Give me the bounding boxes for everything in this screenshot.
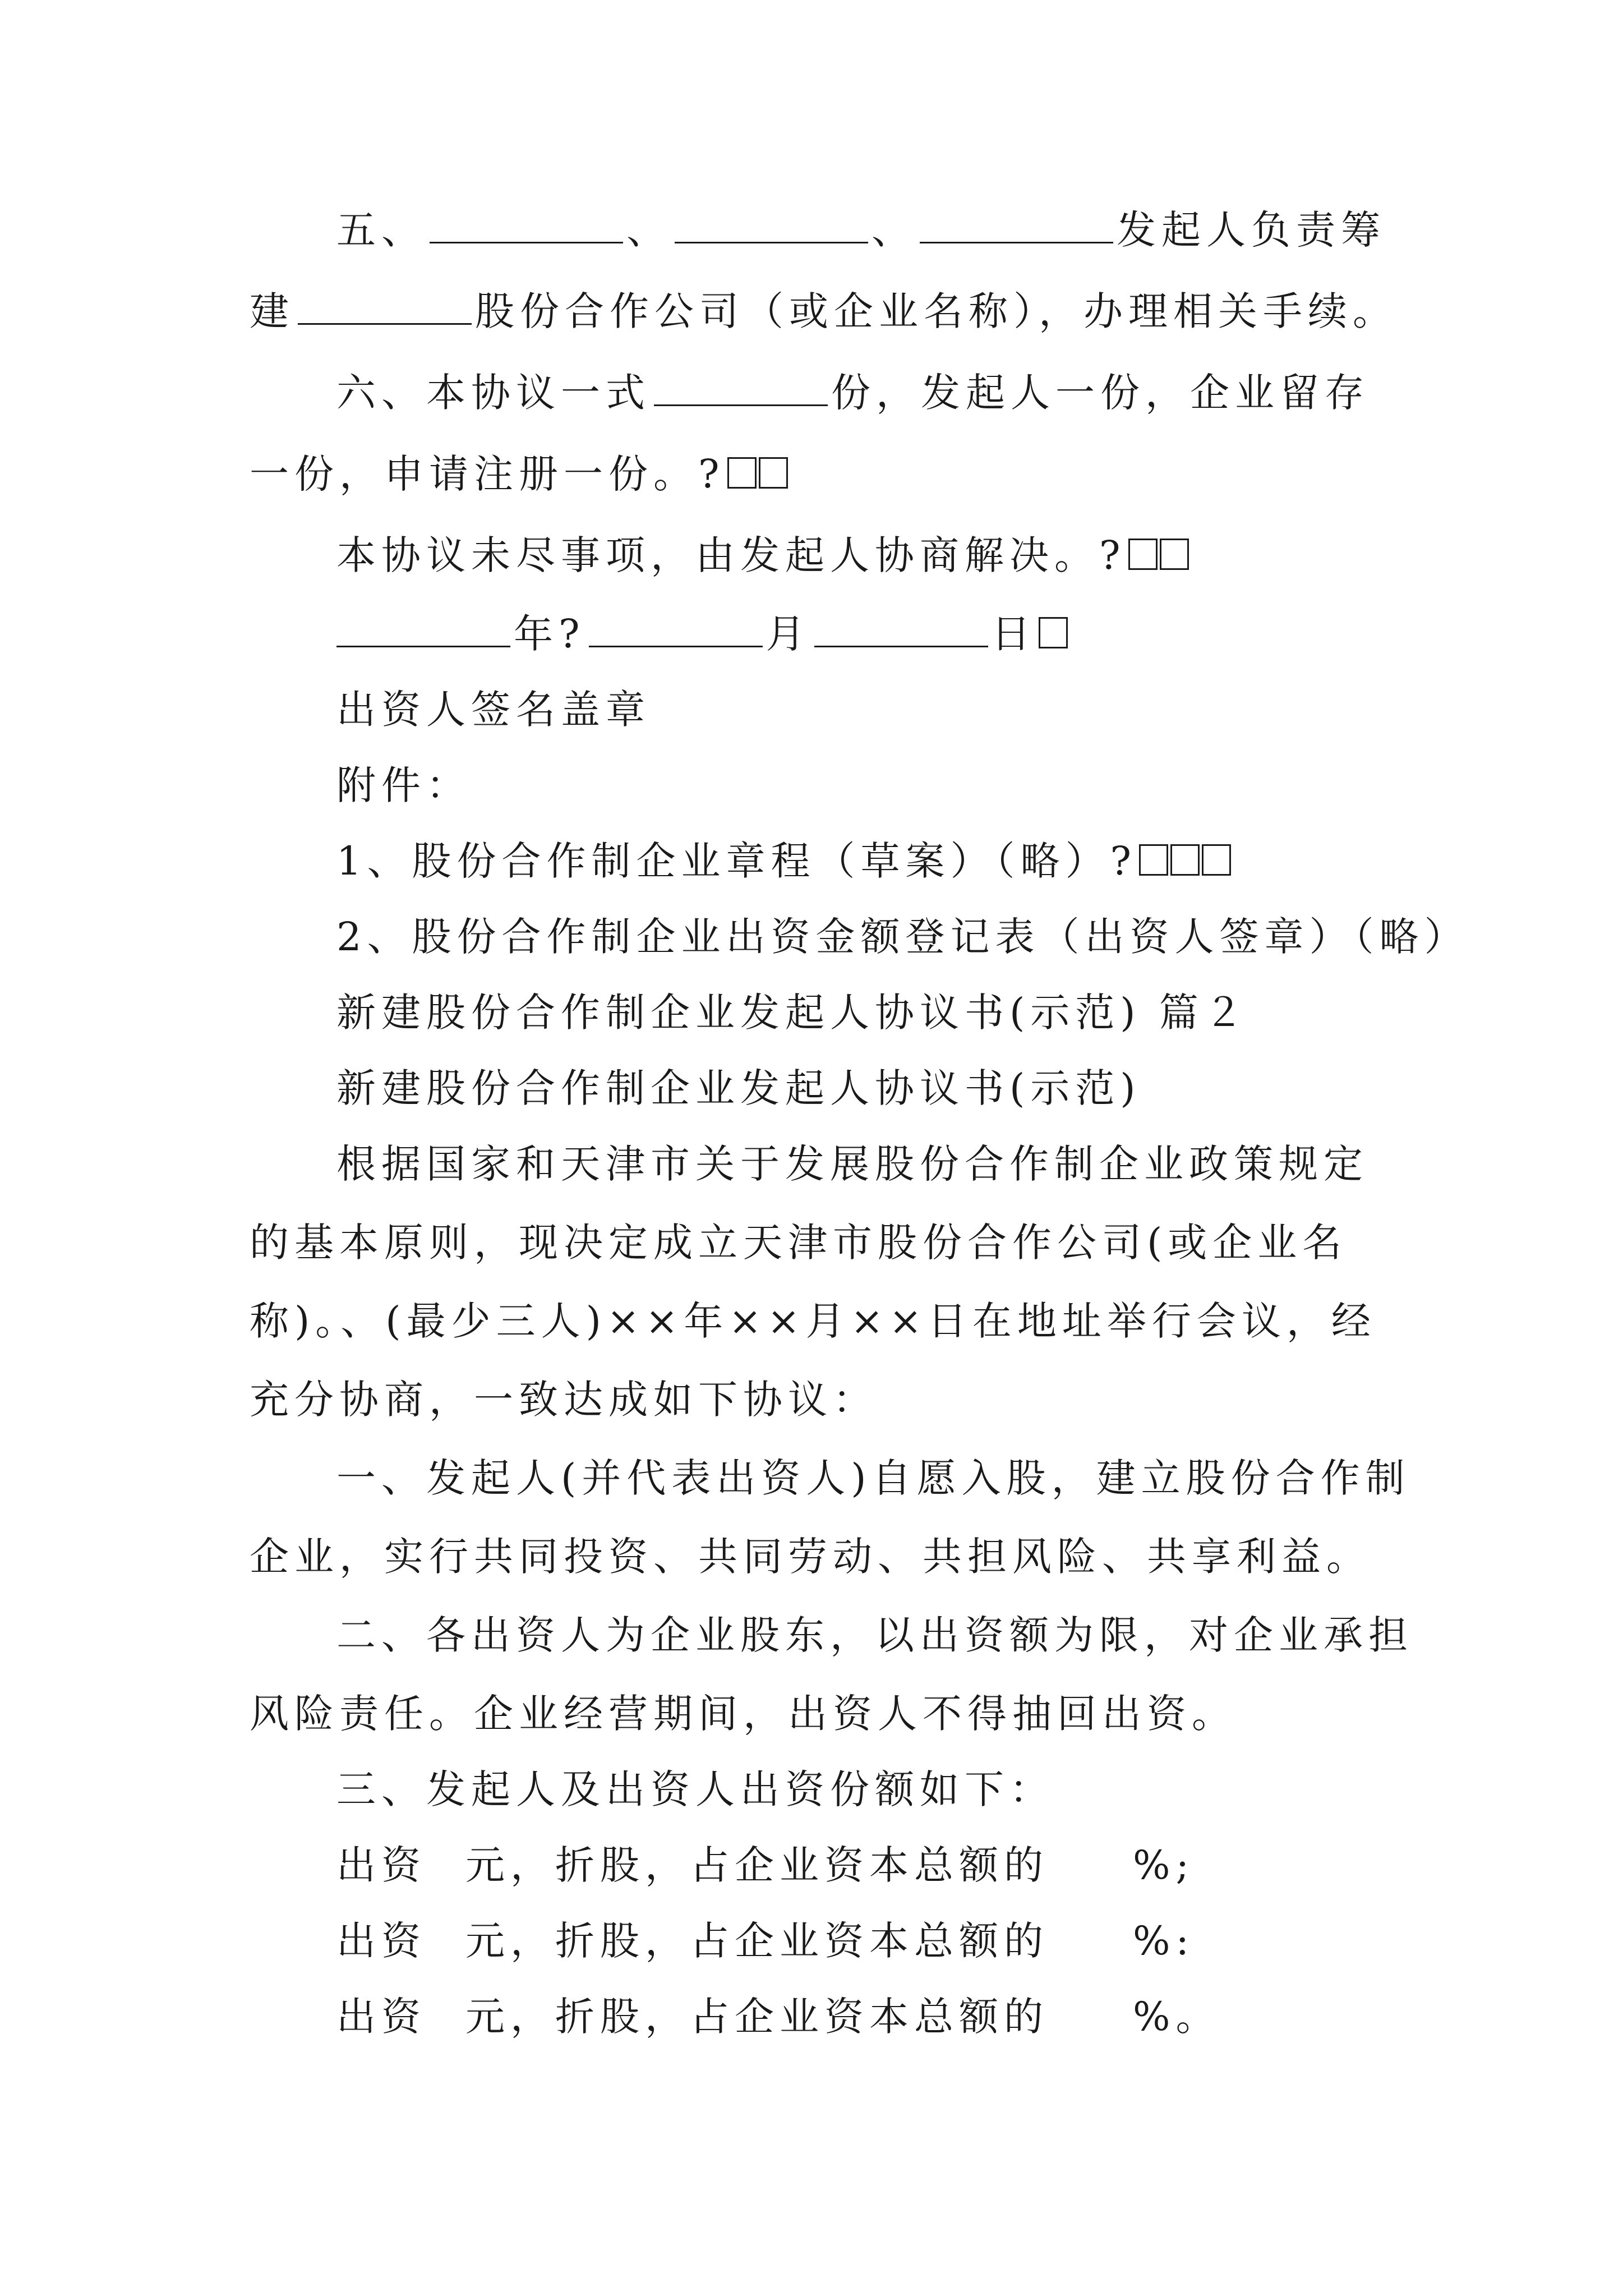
text: 元，折股，占企业资本总额的: [465, 1842, 1049, 1888]
clause-3-line: [336, 1761, 1054, 1818]
blank-line: [430, 206, 623, 243]
text: 、: [626, 207, 671, 253]
text: 风险责任。企业经营期间，出资人不得抽回出资。: [250, 1691, 1237, 1737]
text: 月: [766, 611, 811, 657]
text: 1、股份合作制企业章程（草案）（略）?: [336, 838, 1137, 884]
box-glyph: [1170, 844, 1200, 876]
text: 的基本原则，现决定成立天津市股份合作公司(或企业名: [250, 1220, 1348, 1266]
blank-line: [654, 369, 828, 406]
section-title-2: [336, 984, 1249, 1041]
text: %:: [1133, 1918, 1195, 1964]
text: 根据国家和天津市关于发展股份合作制企业政策规定: [336, 1141, 1368, 1187]
text: 新建股份合作制企业发起人协议书(示范) 篇２: [336, 990, 1249, 1036]
contribution-row: [336, 1837, 1195, 1893]
text: 新建股份合作制企业发起人协议书(示范): [336, 1065, 1141, 1111]
text: 2、股份合作制企业出资金额登记表（出资人签章）（略）: [336, 914, 1469, 960]
text: 元，折股，占企业资本总额的: [465, 1918, 1049, 1964]
text: 出资: [336, 1842, 426, 1888]
box-glyph: [1039, 617, 1068, 648]
box-glyph: [1128, 539, 1158, 570]
unresolved-matters-line: [336, 527, 1189, 583]
text: %;: [1133, 1842, 1195, 1888]
text: 出资人签名盖章: [336, 687, 651, 733]
clause-2-line-2: [250, 1686, 1237, 1742]
text: 元，折股，占企业资本总额的: [465, 1994, 1049, 2040]
paragraph-line: [336, 1136, 1368, 1192]
text: 五、: [336, 207, 426, 253]
text: 出资: [336, 1994, 426, 2040]
text: 六、本协议一式: [336, 370, 651, 416]
text: 充分协商，一致达成如下协议：: [250, 1377, 878, 1423]
text: 本协议未尽事项，由发起人协商解决。?: [336, 532, 1126, 578]
text: 三、发起人及出资人出资份额如下：: [336, 1766, 1054, 1812]
contribution-row: [336, 1989, 1221, 2045]
clause-2-line-1: [336, 1607, 1413, 1663]
paragraph-line: [250, 1214, 1347, 1271]
text: 日: [991, 611, 1036, 657]
text: 股份合作公司（或企业名称），办理相关手续。: [475, 288, 1398, 334]
box-glyph: [1202, 844, 1231, 876]
clause-6-line-1: [336, 365, 1370, 421]
contribution-row: [336, 1913, 1195, 1969]
blank-line: [589, 610, 763, 647]
text: 发起人负责筹: [1117, 207, 1386, 253]
blank-line: [298, 287, 472, 325]
blank-line: [814, 610, 988, 647]
clause-5-line-1: [336, 202, 1386, 258]
text: 建: [250, 288, 294, 334]
text: 附件：: [336, 762, 471, 808]
text: 企业，实行共同投资、共同劳动、共担风险、共享利益。: [250, 1534, 1371, 1580]
text: 二、各出资人为企业股东，以出资额为限，对企业承担: [336, 1612, 1413, 1658]
text: 称)。、(最少三人)××年××月××日在地址举行会议，经: [250, 1298, 1376, 1344]
text: 一、发起人(并代表出资人)自愿入股，建立股份合作制: [336, 1455, 1410, 1501]
attachment-1: [336, 833, 1231, 889]
box-glyph: [759, 457, 788, 489]
attachment-heading: [336, 757, 471, 813]
attachment-2: [336, 909, 1469, 965]
text: 、: [872, 207, 916, 253]
text: 份，发起人一份，企业留存: [831, 370, 1370, 416]
clause-5-line-2: [250, 283, 1398, 339]
document-title: [336, 1060, 1141, 1116]
paragraph-line: [250, 1372, 878, 1428]
box-glyph: [1160, 539, 1189, 570]
clause-1-line-2: [250, 1529, 1371, 1585]
text: 出资: [336, 1918, 426, 1964]
text: 年?: [514, 611, 585, 657]
blank-line: [920, 206, 1113, 243]
box-glyph: [1139, 844, 1168, 876]
clause-1-line-1: [336, 1450, 1410, 1506]
paragraph-line: [250, 1293, 1376, 1349]
text: %。: [1133, 1994, 1221, 2040]
signature-line: [336, 682, 651, 738]
blank-line: [336, 610, 510, 647]
date-line: [336, 606, 1068, 662]
text: 一份，申请注册一份。?: [250, 451, 725, 497]
box-glyph: [727, 457, 757, 489]
clause-6-line-2: [250, 446, 788, 502]
blank-line: [675, 206, 868, 243]
